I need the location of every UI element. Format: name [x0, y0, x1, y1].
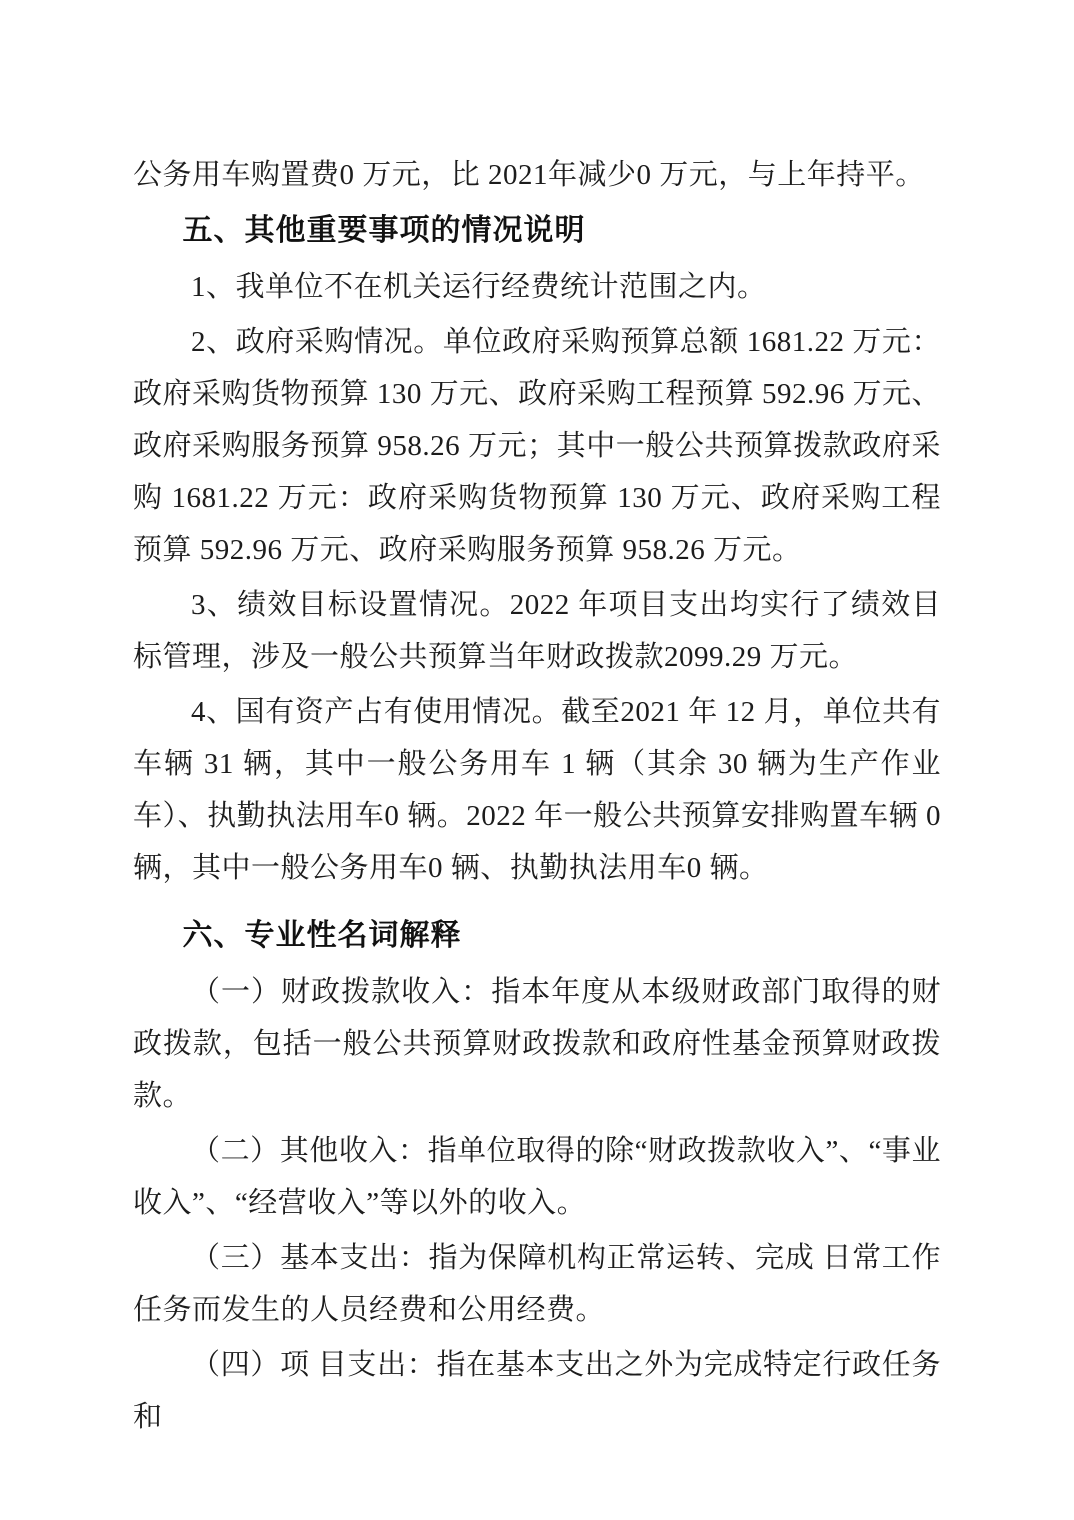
section6-term-2: （二）其他收入：指单位取得的除“财政拨款收入”、“事业收入”、“经营收入”等以外的收入。 [133, 1135, 941, 1219]
section5-item-1: 1、我单位不在机关运行经费统计范围之内。 [191, 271, 767, 303]
section6-term-1: （一）财政拨款收入：指本年度从本级财政部门取得的财政拨款，包括一般公共预算财政拨款和政府性基金预算财政拨款。 [133, 976, 941, 1112]
section6-term-4: （四）项 目支出：指在基本支出之外为完成特定行政任务和 [133, 1349, 941, 1433]
section5-heading: 五、其他重要事项的情况说明 [182, 214, 586, 247]
section5-item-2: 2、政府采购情况。单位政府采购预算总额 1681.22 万元：政府采购货物预算 130 万元、政府采购工程预算 592.96 万元、政府采购服务预算 958.26 万元；其中一般公共预算拨款政府采购 1681.22 万元：政府采购货物预算 130 万元、政府采购工程预算 592.96 万元、政府采购服务预算 958.26 万元。 [133, 326, 941, 566]
section6-term-3: （三）基本支出：指为保障机构正常运转、完成 日常工作任务而发生的人员经费和公用经费。 [133, 1242, 941, 1326]
section5-item-3: 3、绩效目标设置情况。2022 年项目支出均实行了绩效目标管理，涉及一般公共预算当年财政拨款2099.29 万元。 [133, 589, 941, 673]
intro-paragraph: 公务用车购置费0 万元，比 2021年减少0 万元，与上年持平。 [133, 159, 925, 191]
section6-heading: 六、专业性名词解释 [182, 919, 462, 952]
section5-item-4: 4、国有资产占有使用情况。截至2021 年 12 月，单位共有车辆 31 辆，其中一般公务用车 1 辆（其余 30 辆为生产作业车）、执勤执法用车0 辆。2022 年一般公共预算安排购置车辆 0 辆，其中一般公务用车0 辆、执勤执法用车0 辆。 [133, 696, 941, 884]
